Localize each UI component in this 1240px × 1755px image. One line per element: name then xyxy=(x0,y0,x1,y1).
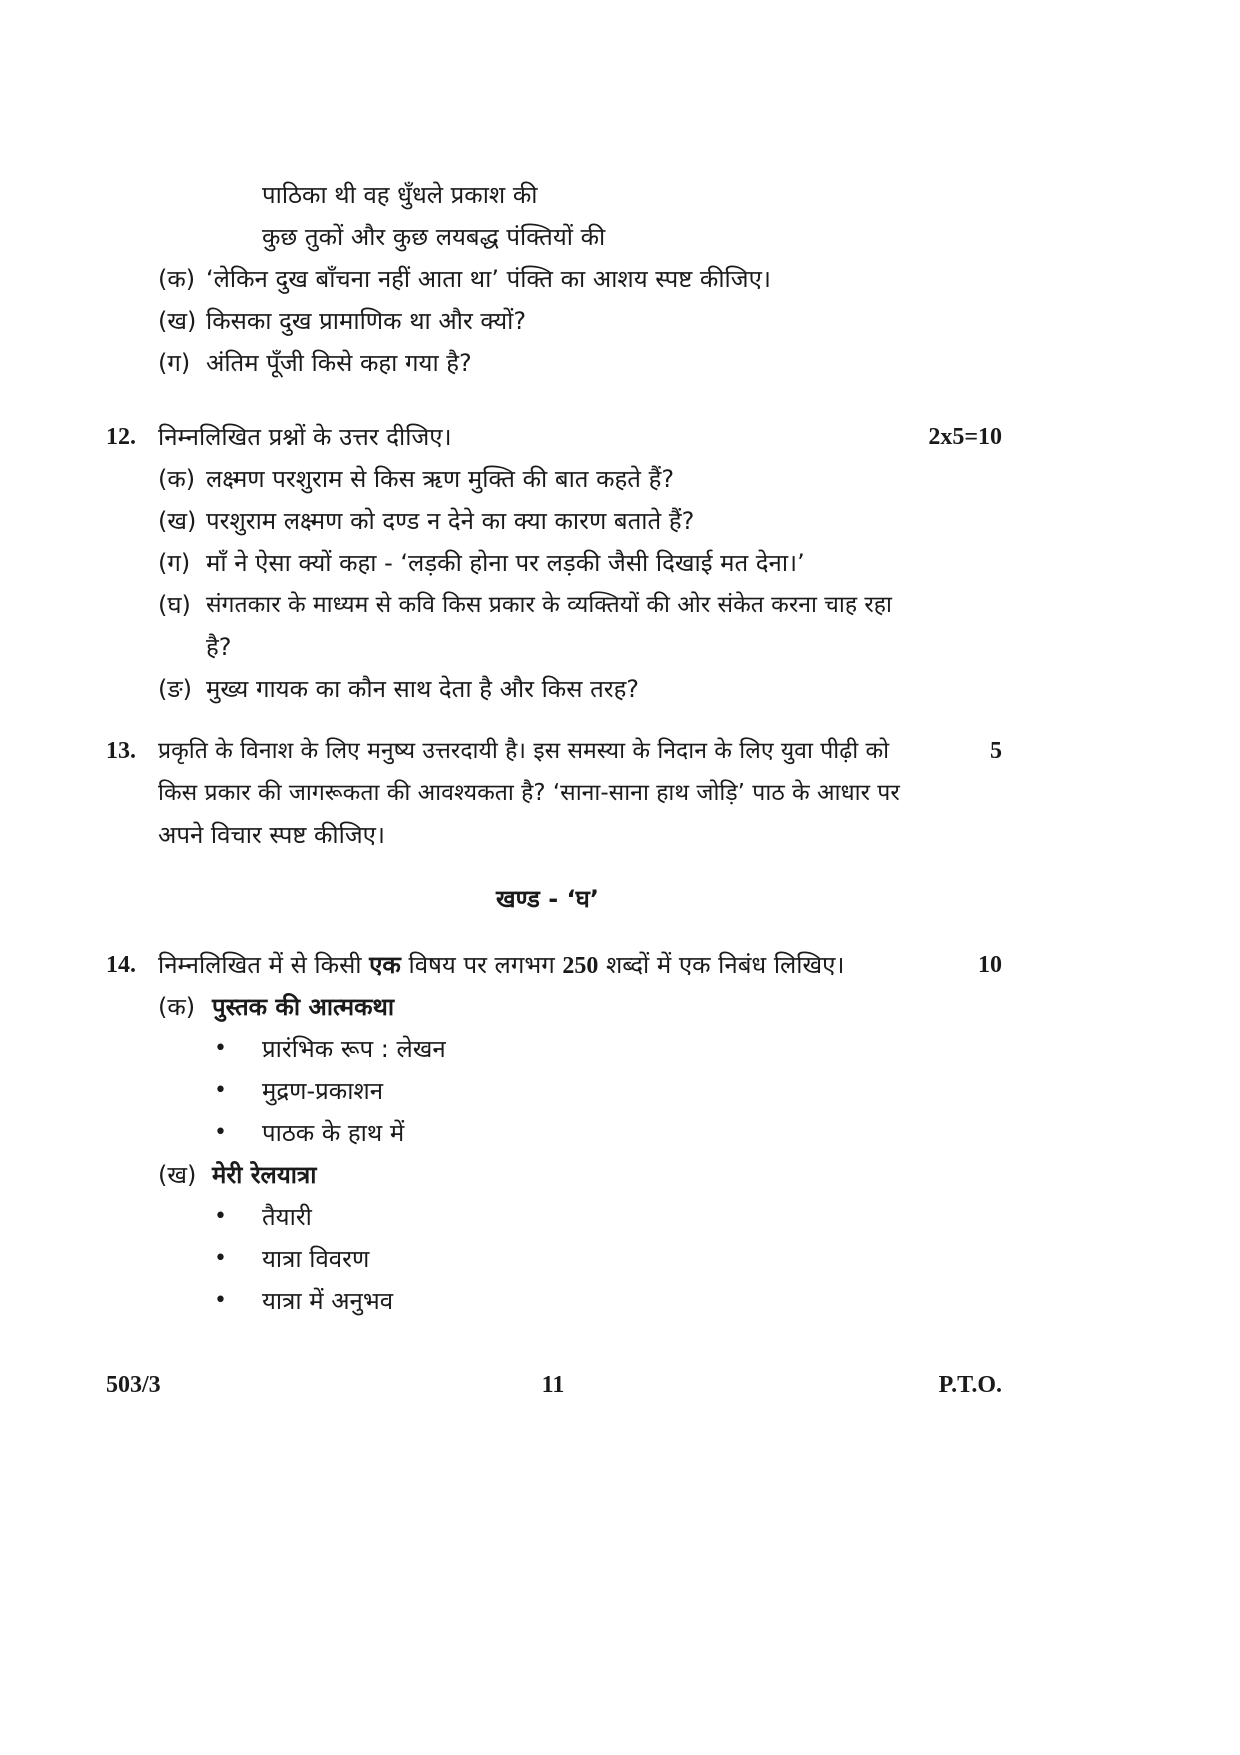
bullet-icon: • xyxy=(214,1120,227,1145)
emphasis-word: एक xyxy=(369,951,401,979)
bullet-icon: • xyxy=(214,1036,227,1061)
q12-part-text: मुख्य गायक का कौन साथ देता है और किस तरह? xyxy=(206,675,640,703)
page-number: 11 xyxy=(541,1372,565,1398)
q12-part-label: (ख) xyxy=(158,507,197,535)
q11-part-text: किसका दुख प्रामाणिक था और क्यों? xyxy=(206,307,527,335)
paper-code: 503/3 xyxy=(106,1372,161,1398)
q11-part-label: (ख) xyxy=(158,307,197,335)
topic-title: मेरी रेलयात्रा xyxy=(212,1161,317,1189)
topic-point: यात्रा विवरण xyxy=(262,1245,370,1273)
topic-point: प्रारंभिक रूप : लेखन xyxy=(262,1035,446,1063)
question-text-part: निम्नलिखित में से किसी xyxy=(158,951,370,979)
topic-label: (क) xyxy=(158,993,196,1021)
q11-part-label: (क) xyxy=(158,265,196,293)
q12-part-text: लक्ष्मण परशुराम से किस ऋण मुक्ति की बात कहते हैं? xyxy=(206,465,675,493)
question-text: निम्नलिखित प्रश्नों के उत्तर दीजिए। xyxy=(158,423,452,451)
question-text xyxy=(158,948,845,983)
pto-label: P.T.O. xyxy=(938,1372,1002,1398)
question-number: 12. xyxy=(106,424,136,450)
topic-title: पुस्तक की आत्मकथा xyxy=(212,993,395,1021)
bullet-icon: • xyxy=(214,1204,227,1229)
q11-part-text: अंतिम पूँजी किसे कहा गया है? xyxy=(206,349,472,377)
bullet-icon: • xyxy=(214,1246,227,1271)
poem-line: पाठिका थी वह धुँधले प्रकाश की xyxy=(262,181,538,209)
topic-point: मुद्रण-प्रकाशन xyxy=(262,1077,384,1105)
q12-part-label: (घ) xyxy=(158,591,191,619)
topic-label: (ख) xyxy=(158,1161,197,1189)
q12-part-text-continued: है? xyxy=(206,633,232,661)
question-text-part: शब्दों में एक निबंध लिखिए। xyxy=(598,951,845,979)
question-marks: 10 xyxy=(978,952,1002,978)
q11-part-label: (ग) xyxy=(158,349,191,377)
question-text: किस प्रकार की जागरूकता की आवश्यकता है? ‘साना-साना हाथ जोड़ि’ पाठ के आधार पर xyxy=(158,780,900,806)
question-marks: 5 xyxy=(990,738,1002,764)
question-number: 13. xyxy=(106,738,136,764)
q12-part-text: परशुराम लक्ष्मण को दण्ड न देने का क्या कारण बताते हैं? xyxy=(206,507,695,535)
topic-point: तैयारी xyxy=(262,1203,312,1231)
q12-part-label: (क) xyxy=(158,465,196,493)
q12-part-label: (ङ) xyxy=(158,675,193,703)
q12-part-text: माँ ने ऐसा क्यों कहा - ‘लड़की होना पर लड़की जैसी दिखाई मत देना।’ xyxy=(206,549,805,577)
poem-line: कुछ तुकों और कुछ लयबद्ध पंक्तियों की xyxy=(262,223,606,251)
bullet-icon: • xyxy=(214,1288,227,1313)
topic-point: यात्रा में अनुभव xyxy=(262,1287,394,1315)
q12-part-label: (ग) xyxy=(158,549,191,577)
q11-part-text: ‘लेकिन दुख बाँचना नहीं आता था’ पंक्ति का आशय स्पष्ट कीजिए। xyxy=(206,265,771,293)
section-heading: खण्ड - ‘घ’ xyxy=(496,885,599,913)
bullet-icon: • xyxy=(214,1078,227,1103)
question-text: प्रकृति के विनाश के लिए मनुष्य उत्तरदायी है। इस समस्या के निदान के लिए युवा पीढ़ी को xyxy=(158,738,890,764)
word-count: 250 xyxy=(562,953,599,979)
question-text: अपने विचार स्पष्ट कीजिए। xyxy=(158,821,386,849)
question-text-part: विषय पर लगभग xyxy=(400,951,563,979)
question-number: 14. xyxy=(106,952,136,978)
q12-part-text: संगतकार के माध्यम से कवि किस प्रकार के व्यक्तियों की ओर संकेत करना चाह रहा xyxy=(206,592,892,618)
topic-point: पाठक के हाथ में xyxy=(262,1119,405,1147)
question-marks: 2x5=10 xyxy=(928,424,1002,450)
